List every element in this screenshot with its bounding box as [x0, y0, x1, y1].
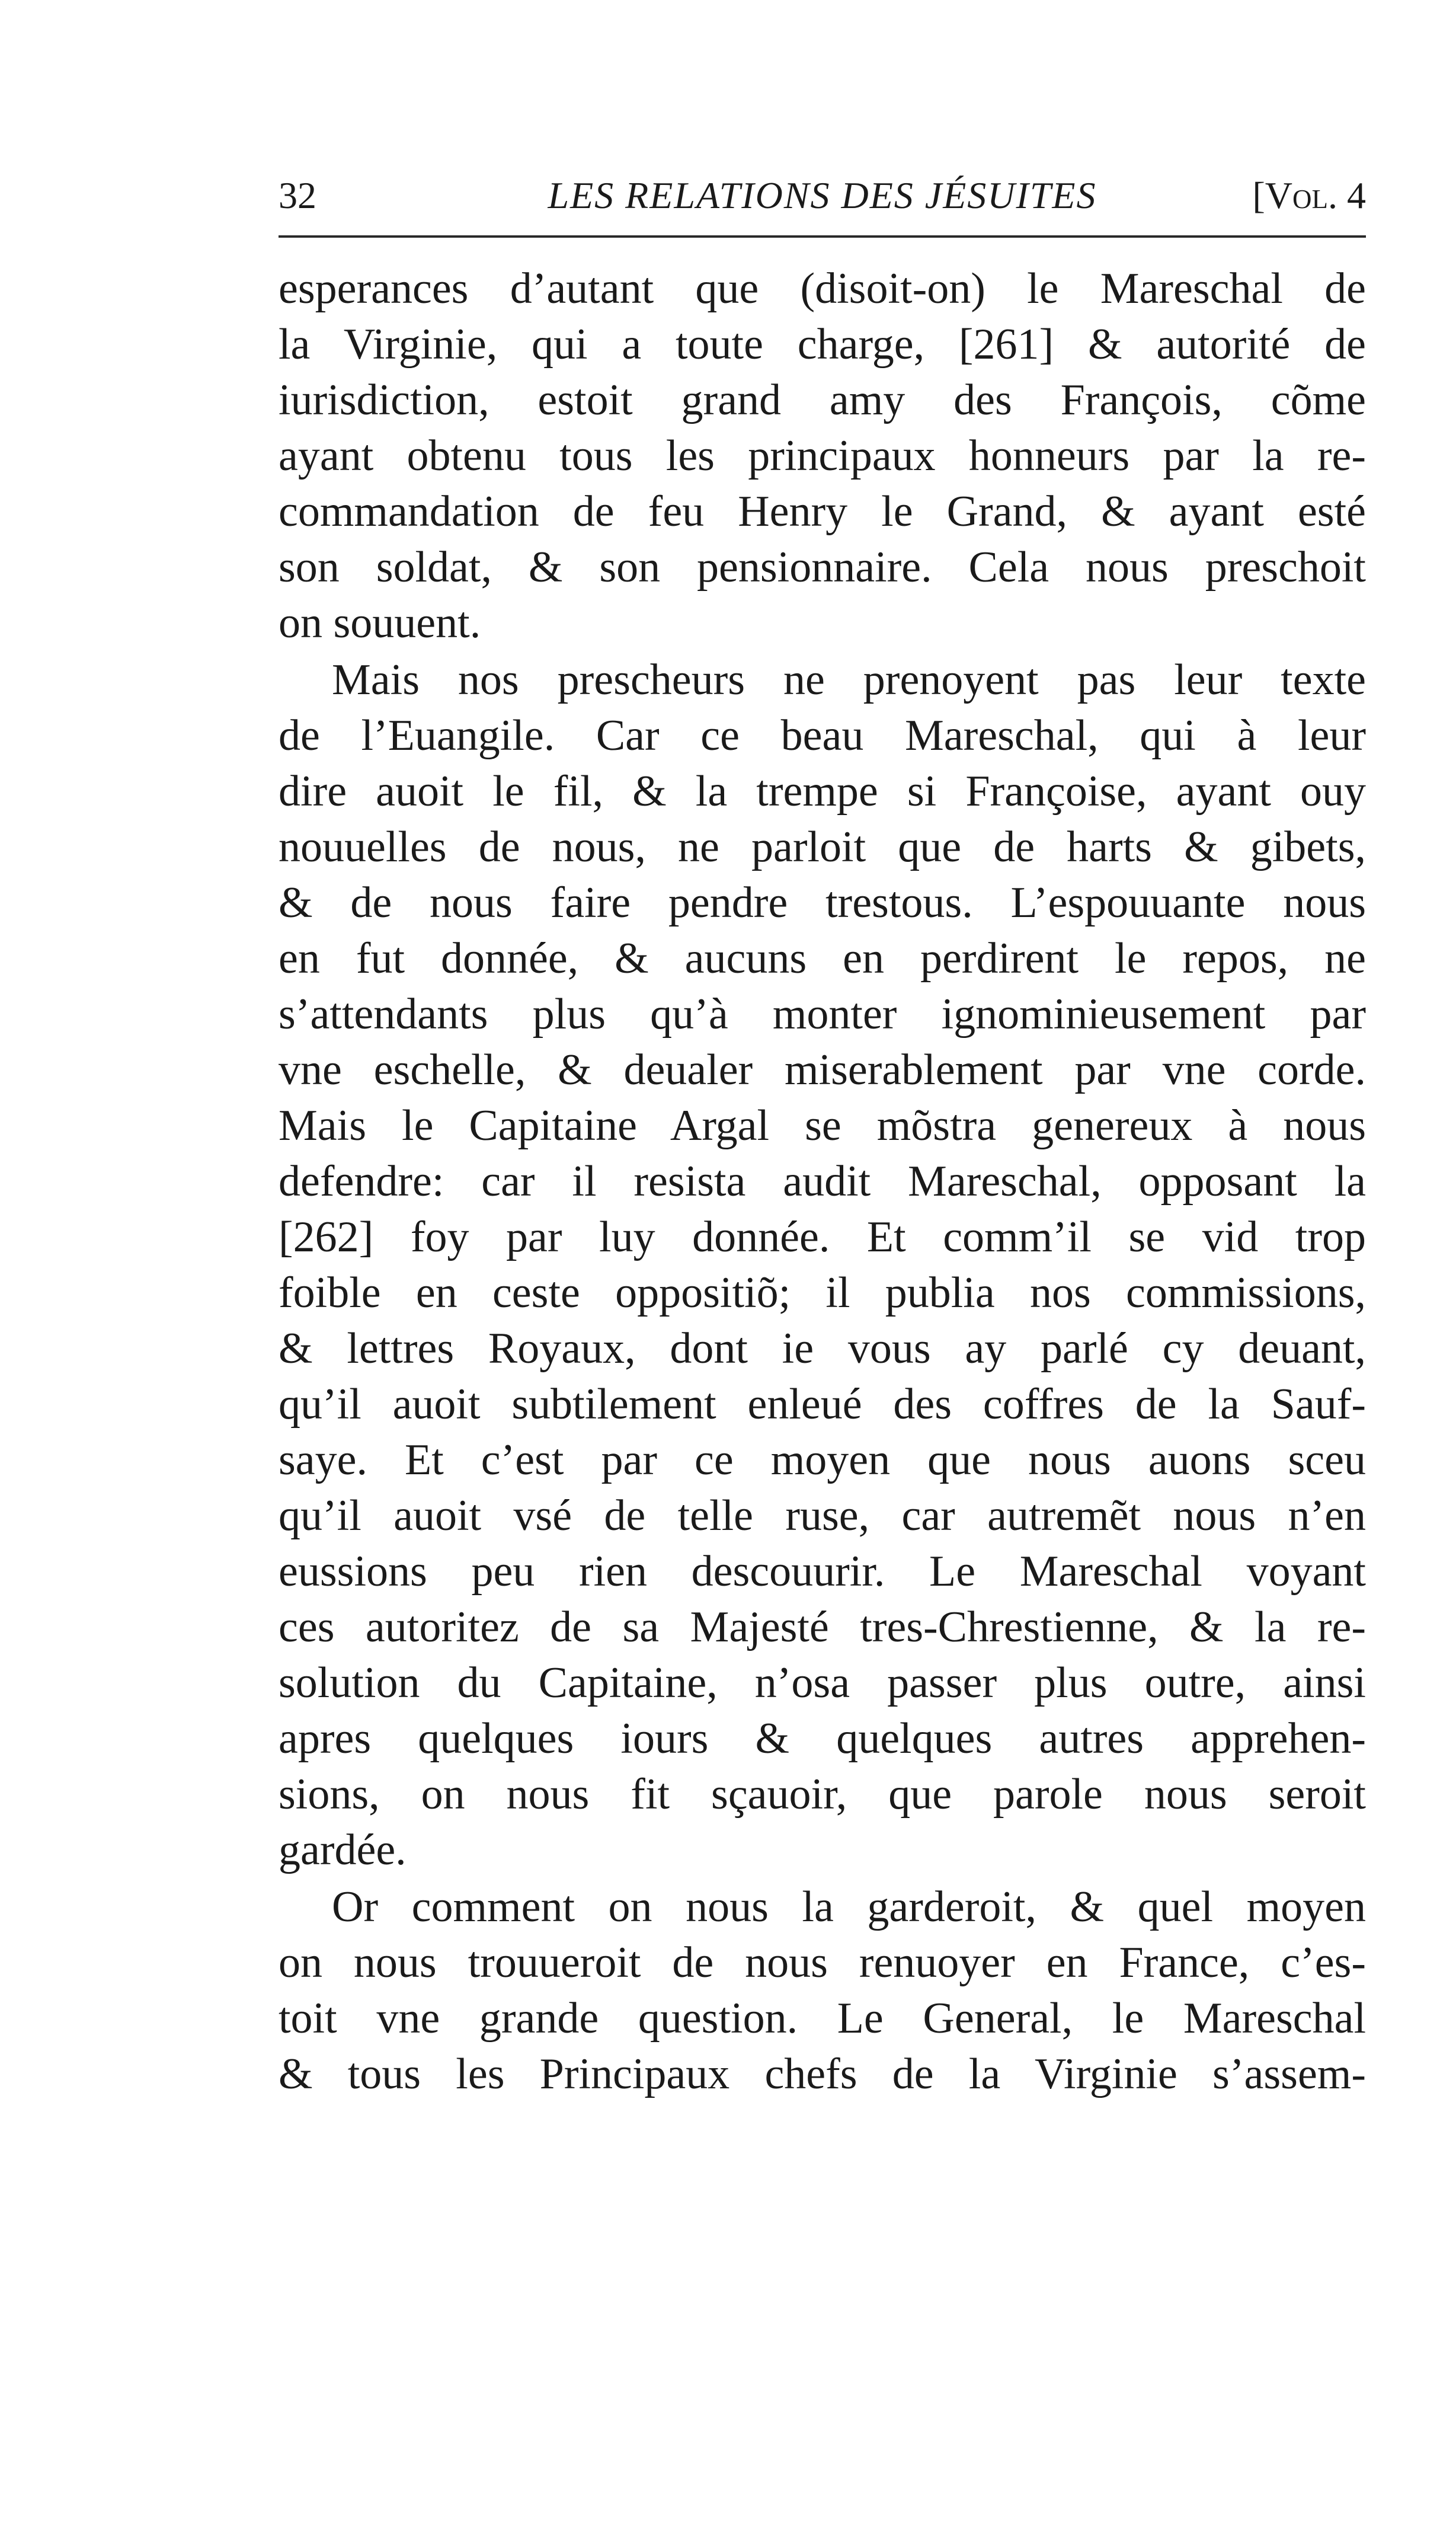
text-line: qu’il auoit subtilement enleué des coffres de la Sauf-: [279, 1380, 1366, 1429]
text-line: Mais le Capitaine Argal se mõstra genereux à nous: [279, 1101, 1366, 1150]
text-line: esperances d’autant que (disoit-on) le Mareschal de: [279, 264, 1366, 313]
text-line: solution du Capitaine, n’osa passer plus outre, ainsi: [279, 1659, 1366, 1707]
page-number: 32: [279, 174, 316, 216]
text-line: commandation de feu Henry le Grand, & ayant esté: [279, 487, 1366, 536]
text-line: s’attendants plus qu’à monter ignominieusement par: [279, 990, 1366, 1039]
running-head: [279, 163, 1366, 228]
text-line: apres quelques iours & quelques autres apprehen-: [279, 1714, 1366, 1763]
text-line: Mais nos prescheurs ne prenoyent pas leur texte: [332, 656, 1366, 704]
text-line: la Virginie, qui a toute charge, [261] & autorité de: [279, 320, 1366, 369]
paragraph-1: [279, 261, 1366, 651]
body-text: [279, 261, 1366, 2103]
header-rule: [279, 235, 1366, 238]
paragraph-2: [279, 652, 1366, 1878]
volume-label: [Vol. 4: [1252, 174, 1366, 216]
text-line: gardée.: [279, 1826, 407, 1874]
text-line: saye. Et c’est par ce moyen que nous auons sceu: [279, 1436, 1366, 1484]
paragraph-3: [279, 1879, 1366, 2102]
text-line: on nous trouueroit de nous renuoyer en France, c’es-: [279, 1938, 1366, 1987]
text-line: toit vne grande question. Le General, le Mareschal: [279, 1994, 1366, 2043]
text-line: qu’il auoit vsé de telle ruse, car autremẽt nous n’en: [279, 1491, 1366, 1540]
text-line: Or comment on nous la garderoit, & quel moyen: [332, 1883, 1366, 1931]
text-line: ces autoritez de sa Majesté tres-Chrestienne, & la re-: [279, 1603, 1366, 1651]
text-line: dire auoit le fil, & la trempe si Françoise, ayant ouy: [279, 767, 1366, 816]
text-line: de l’Euangile. Car ce beau Mareschal, qui à leur: [279, 711, 1366, 760]
text-line: & tous les Principaux chefs de la Virginie s’assem-: [279, 2050, 1366, 2098]
text-line: vne eschelle, & deualer miserablement par vne corde.: [279, 1046, 1366, 1094]
text-line: [262] foy par luy donnée. Et comm’il se vid trop: [279, 1213, 1366, 1261]
text-line: defendre: car il resista audit Mareschal, opposant la: [279, 1157, 1366, 1206]
text-line: on souuent.: [279, 599, 481, 647]
text-line: eussions peu rien descouurir. Le Mareschal voyant: [279, 1547, 1366, 1596]
text-line: ayant obtenu tous les principaux honneurs par la re-: [279, 432, 1366, 480]
text-line: en fut donnée, & aucuns en perdirent le repos, ne: [279, 934, 1366, 983]
text-line: son soldat, & son pensionnaire. Cela nous preschoit: [279, 543, 1366, 592]
text-line: & de nous faire pendre trestous. L’espouuante nous: [279, 878, 1366, 927]
text-line: foible en ceste oppositiõ; il publia nos commissions,: [279, 1269, 1366, 1317]
text-line: nouuelles de nous, ne parloit que de harts & gibets,: [279, 823, 1366, 871]
text-line: iurisdiction, estoit grand amy des François, cõme: [279, 376, 1366, 424]
running-title: LES RELATIONS DES JÉSUITES: [548, 174, 1097, 216]
text-line: sions, on nous fit sçauoir, que parole nous seroit: [279, 1770, 1366, 1819]
text-line: & lettres Royaux, dont ie vous ay parlé cy deuant,: [279, 1324, 1366, 1373]
